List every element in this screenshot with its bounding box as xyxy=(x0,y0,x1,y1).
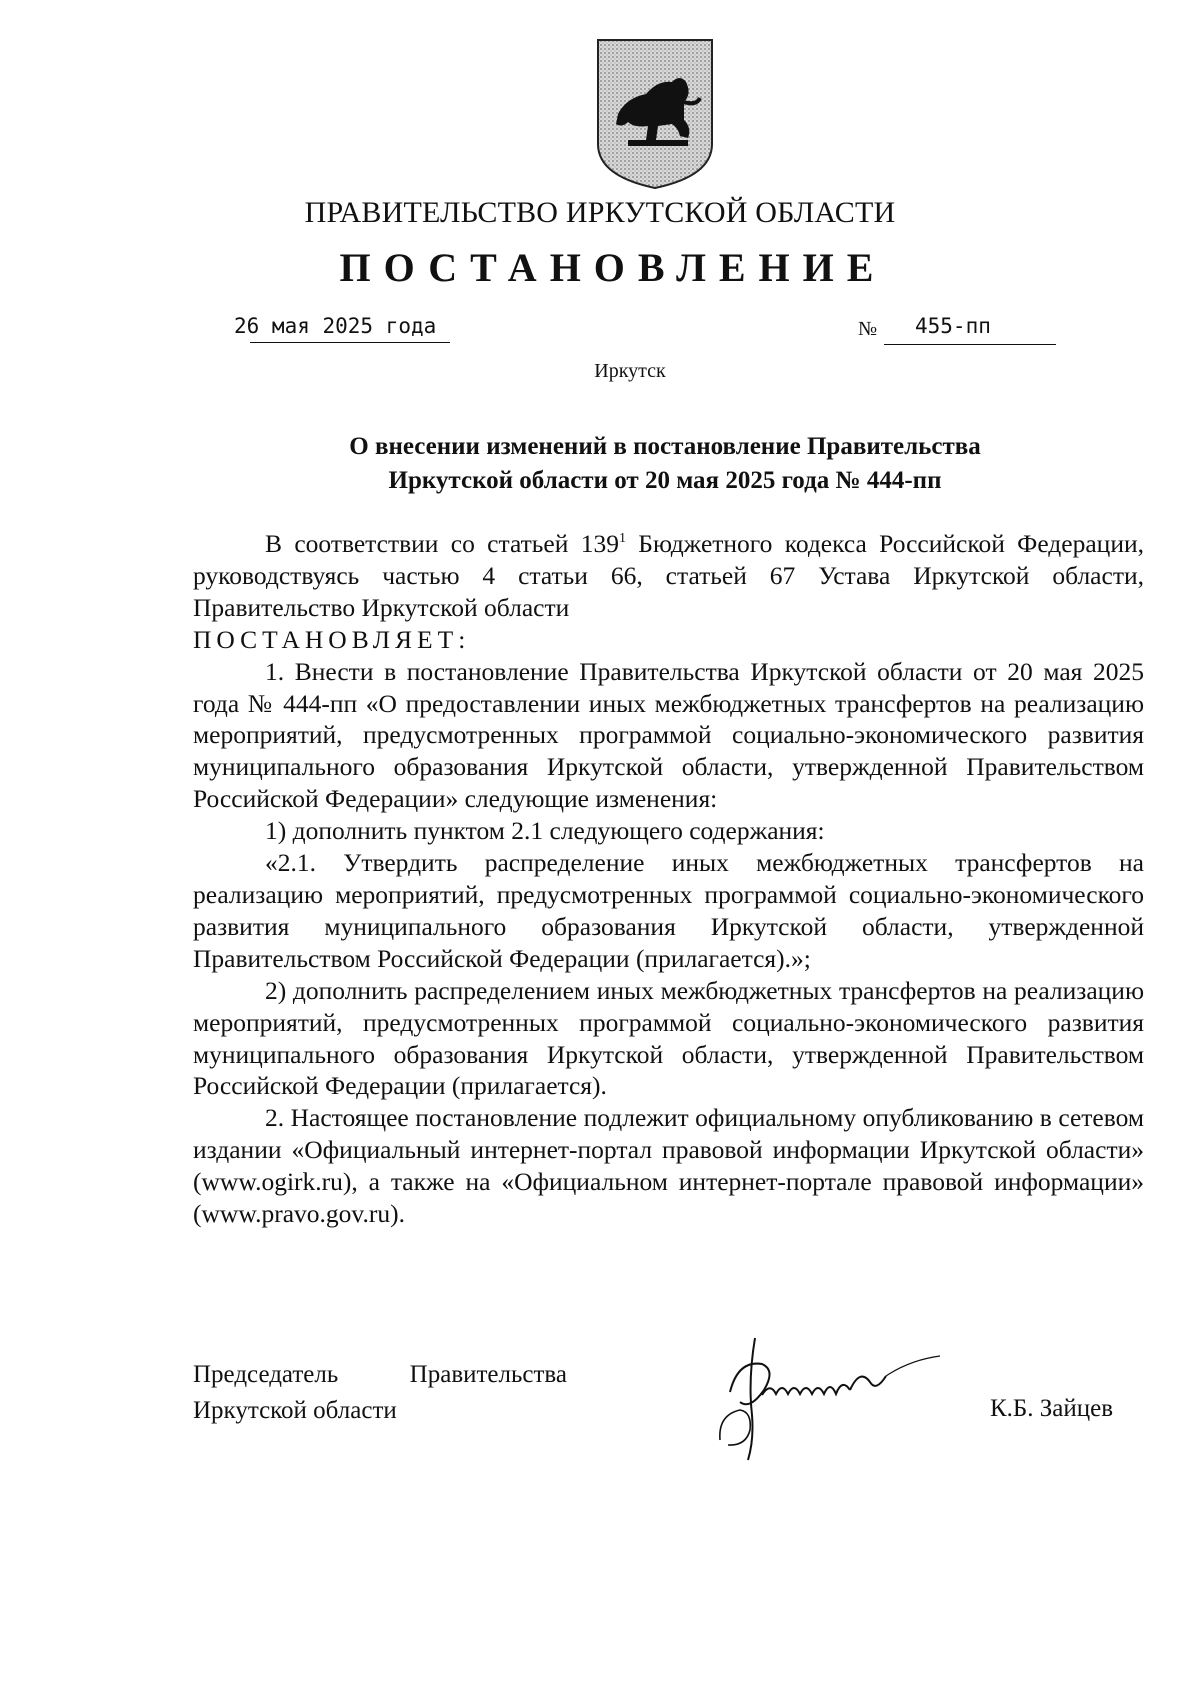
government-title: ПРАВИТЕЛЬСТВО ИРКУТСКОЙ ОБЛАСТИ xyxy=(304,196,896,229)
number-sign: № xyxy=(858,318,878,340)
city-name: Иркутск xyxy=(594,360,666,382)
document-date: 26 мая 2025 года xyxy=(234,314,437,338)
position-word-2: Правительства xyxy=(409,1361,567,1388)
number-underline xyxy=(884,344,1056,345)
item-1-2-paragraph: 2) дополнить распределением иных межбюджетных трансфертов на реализацию мероприятий, предусмотренных программой социально-экономического развития муниципального образования Иркутской области, утвержденной Правительством Российской Федерации (прилагается). xyxy=(193,975,1144,1101)
item-1-paragraph: 1. Внести в постановление Правительства Иркутской области от 20 мая 2025 года № 444-пп «О предоставлении иных межбюджетных трансфертов на реализацию мероприятий, предусмотренных программой социально-экономического развития муниципального образования Иркутской области, утвержденной Правительством Российской Федерации» следующие изменения: xyxy=(193,656,1144,814)
signatory-position-line-1 xyxy=(193,1357,567,1393)
handwritten-signature xyxy=(700,1320,960,1470)
item-1-1-paragraph: 1) дополнить пунктом 2.1 следующего содержания: xyxy=(265,816,825,846)
heading-line-2: Иркутской области от 20 мая 2025 года № 444-пп xyxy=(388,467,942,494)
position-word-1: Председатель xyxy=(193,1361,339,1388)
coat-of-arms-emblem xyxy=(588,36,722,191)
preamble-superscript: 1 xyxy=(618,531,626,546)
preamble-paragraph xyxy=(193,528,1144,624)
document-heading xyxy=(200,430,1130,498)
document-number: 455-пп xyxy=(915,314,991,338)
signatory-position xyxy=(193,1357,573,1429)
item-2-paragraph: 2. Настоящее постановление подлежит официальному опубликованию в сетевом издании «Официальный интернет-портал правовой информации Иркутской области» (www.ogirk.ru), а также на «Официальном интернет-портале правовой информации» (www.pravo.gov.ru). xyxy=(193,1103,1144,1229)
date-underline xyxy=(250,342,450,343)
decree-word: ПОСТАНОВЛЯЕТ: xyxy=(193,624,471,654)
item-1-1-text-paragraph: «2.1. Утвердить распределение иных межбюджетных трансфертов на реализацию мероприятий, предусмотренных программой социально-экономического развития муниципального образования Иркутской области, утвержденной Правительством Российской Федерации (прилагается).»; xyxy=(193,848,1144,973)
signatory-name: К.Б. Зайцев xyxy=(990,1395,1114,1422)
heading-line-1: О внесении изменений в постановление Правительства xyxy=(349,433,981,460)
document-body xyxy=(193,528,1144,1230)
preamble-text-a: В соответствии со статьей 139 xyxy=(265,529,619,558)
preamble-text-b: Бюджетного кодекса Российской Федерации, руководствуясь частью 4 статьи 66, статьей 67 Устава Иркутской области, Правительство Иркутской области xyxy=(193,529,1144,622)
document-type-title: ПОСТАНОВЛЕНИЕ xyxy=(339,245,887,290)
signatory-position-line-2: Иркутской области xyxy=(193,1397,397,1424)
